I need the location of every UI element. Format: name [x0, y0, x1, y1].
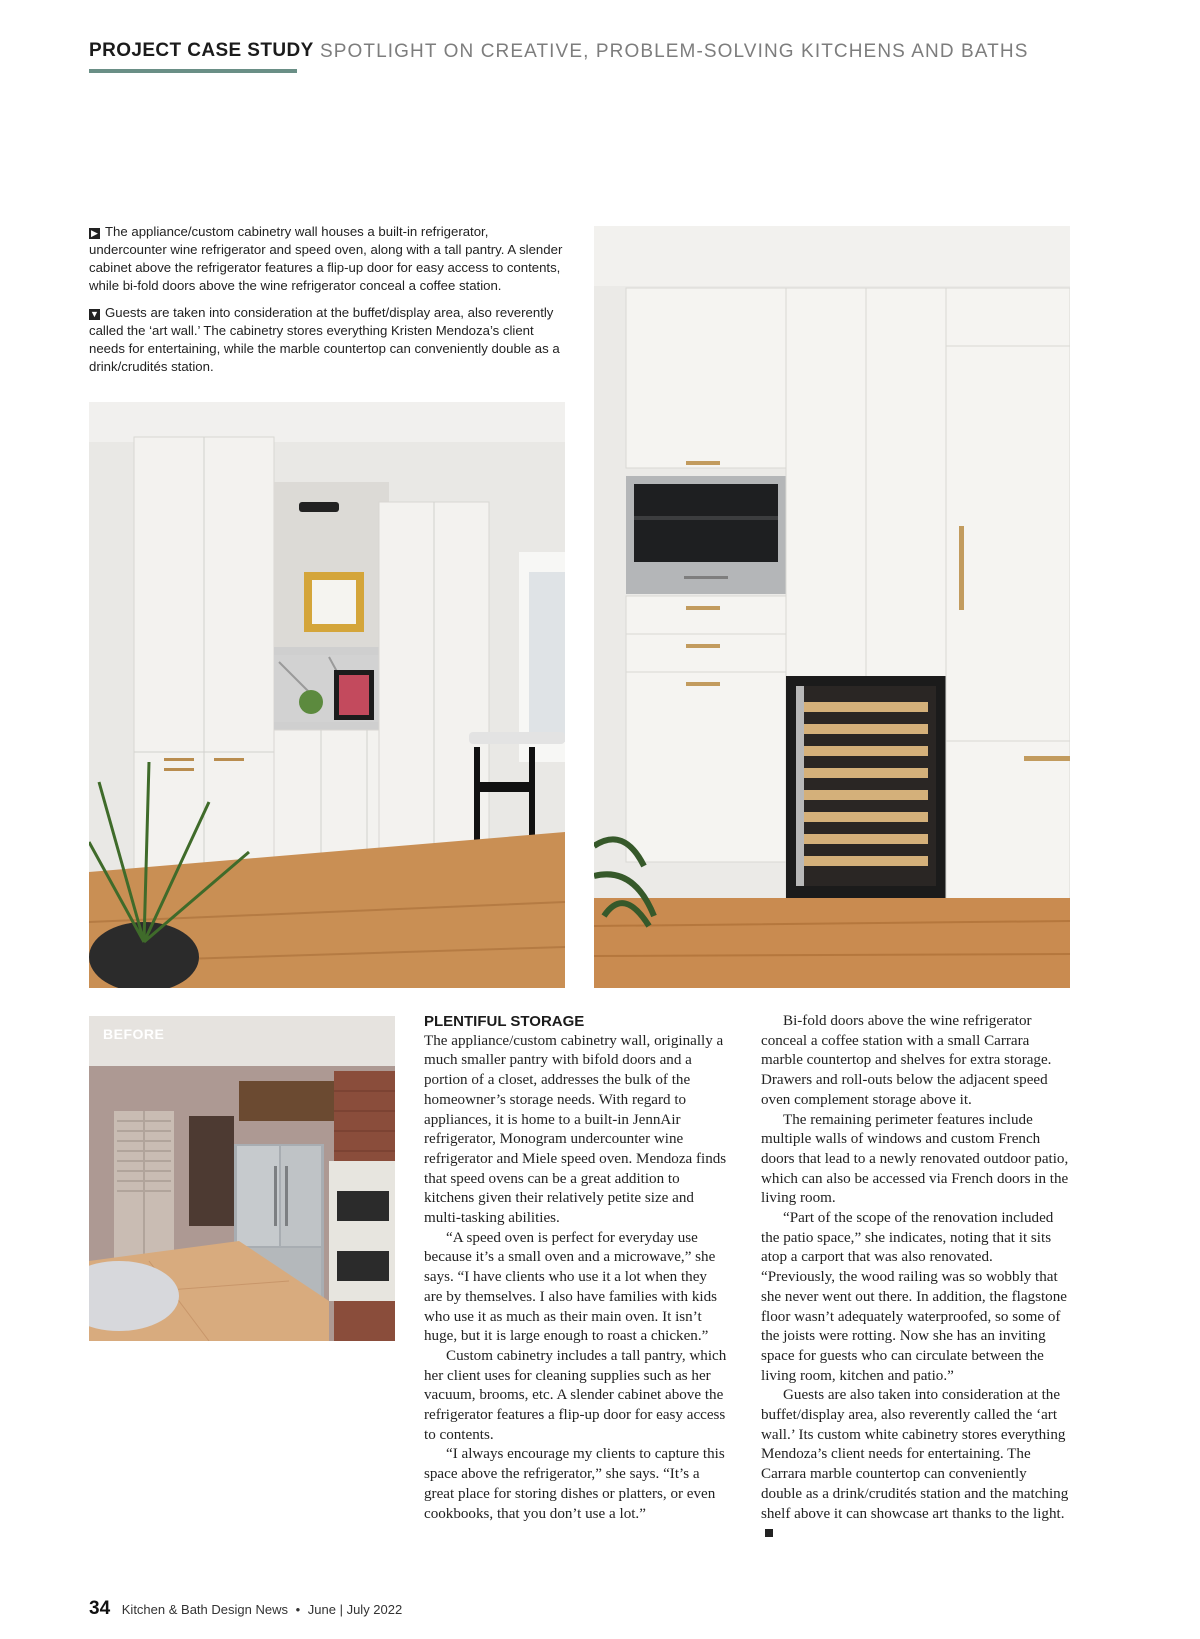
photo-caption-appliance-wall: [89, 223, 564, 295]
article-paragraph: “I always encourage my clients to capture this space above the refrigerator,” she says. “It’s a great place for storing dishes or platters, or even cookbooks, that you don’t use a lot.”: [424, 1446, 725, 1522]
article-paragraph: “A speed oven is perfect for everyday use because it’s a small oven and a microwave,” she says. “I have clients who use it a lot when they are by themselves. I also have families with kids who use it as much as their main oven. It isn’t huge, but it is large enough to roast a chicken.”: [424, 1229, 717, 1345]
photo-art-wall: [89, 402, 565, 988]
section-title: PROJECT CASE STUDY: [89, 40, 314, 61]
caption-text: The appliance/custom cabinetry wall houses a built-in refrigerator, undercounter wine refrigerator and speed oven, along with a tall pantry. A slender cabinet above the refrigerator features a flip-up door for easy access to contents, while bi-fold doors above the wine refrigerator conceal a coffee station.: [89, 224, 563, 293]
section-tagline: SPOTLIGHT ON CREATIVE, PROBLEM-SOLVING KITCHENS AND BATHS: [320, 41, 1029, 62]
caption-text: Guests are taken into consideration at the buffet/display area, also reverently called the ‘art wall.’ The cabinetry stores everything Kristen Mendoza’s client needs for entertaining, while the marble countertop can conveniently double as a drink/crudités station.: [89, 305, 560, 374]
arrow-down-icon: ▼: [90, 309, 99, 319]
article-paragraph-text: Guests are also taken into consideration at the buffet/display area, also reverently called the ‘art wall.’ Its custom white cabinetry stores everything Mendoza’s client needs for entertaining. The Carrara marble countertop can conveniently double as a drink/crudités station and the matching shelf above it can showcase art thanks to the light.: [761, 1387, 1069, 1522]
photo-caption-art-wall: [89, 304, 564, 376]
article-paragraph-last: [761, 1386, 1069, 1544]
section-title-underline: [89, 69, 297, 73]
photo-before: [89, 1016, 395, 1341]
article-paragraph: Bi-fold doors above the wine refrigerator conceal a coffee station with a small Carrara marble countertop and shelves for extra storage. Drawers and roll-outs below the adjacent speed oven complement storage above it.: [761, 1013, 1052, 1108]
article-paragraph: The appliance/custom cabinetry wall, originally a much smaller pantry with bifold doors and a portion of a closet, addresses the bulk of the homeowner’s storage needs. With regard to appliances, it is home to a built-in JennAir refrigerator, Monogram undercounter wine refrigerator and Miele speed oven. Mendoza finds that speed ovens can be a great addition to kitchens given their relatively petite size and multi-tasking abilities.: [424, 1032, 727, 1227]
issue-date: June | July 2022: [307, 1602, 403, 1617]
photo-appliance-wall: [594, 226, 1070, 988]
article-column-1: [424, 1012, 729, 1524]
page-footer: [89, 1598, 402, 1620]
publication-name: Kitchen & Bath Design News: [121, 1602, 288, 1617]
article-paragraph: The remaining perimeter features include multiple walls of windows and custom French doors that lead to a newly renovated outdoor patio, which can also be accessed via French doors in the living room.: [761, 1111, 1069, 1207]
arrow-right-icon: ▶: [89, 228, 100, 239]
footer-separator: •: [295, 1602, 301, 1617]
article-column-2: [761, 1012, 1069, 1544]
end-of-article-icon: [765, 1529, 773, 1537]
article-paragraph: Custom cabinetry includes a tall pantry, which her client uses for cleaning supplies such as her vacuum, brooms, etc. A slender cabinet above the refrigerator features a flip-up door for easy access to contents.: [424, 1347, 727, 1443]
section-heading: PLENTIFUL STORAGE: [424, 1013, 585, 1030]
article-paragraph: “Part of the scope of the renovation included the patio space,” she indicates, noting that it sits atop a carport that was also renovated. “Previously, the wood railing was so wobbly that she never went out there. In addition, the flagstone floor wasn’t adequately waterproofed, so some of the joists were rotting. Now she has an inviting space for guests who can circulate between the living room, kitchen and patio.”: [761, 1210, 1067, 1384]
before-photo-label: BEFORE: [103, 1026, 165, 1042]
page-number: 34: [89, 1598, 111, 1619]
